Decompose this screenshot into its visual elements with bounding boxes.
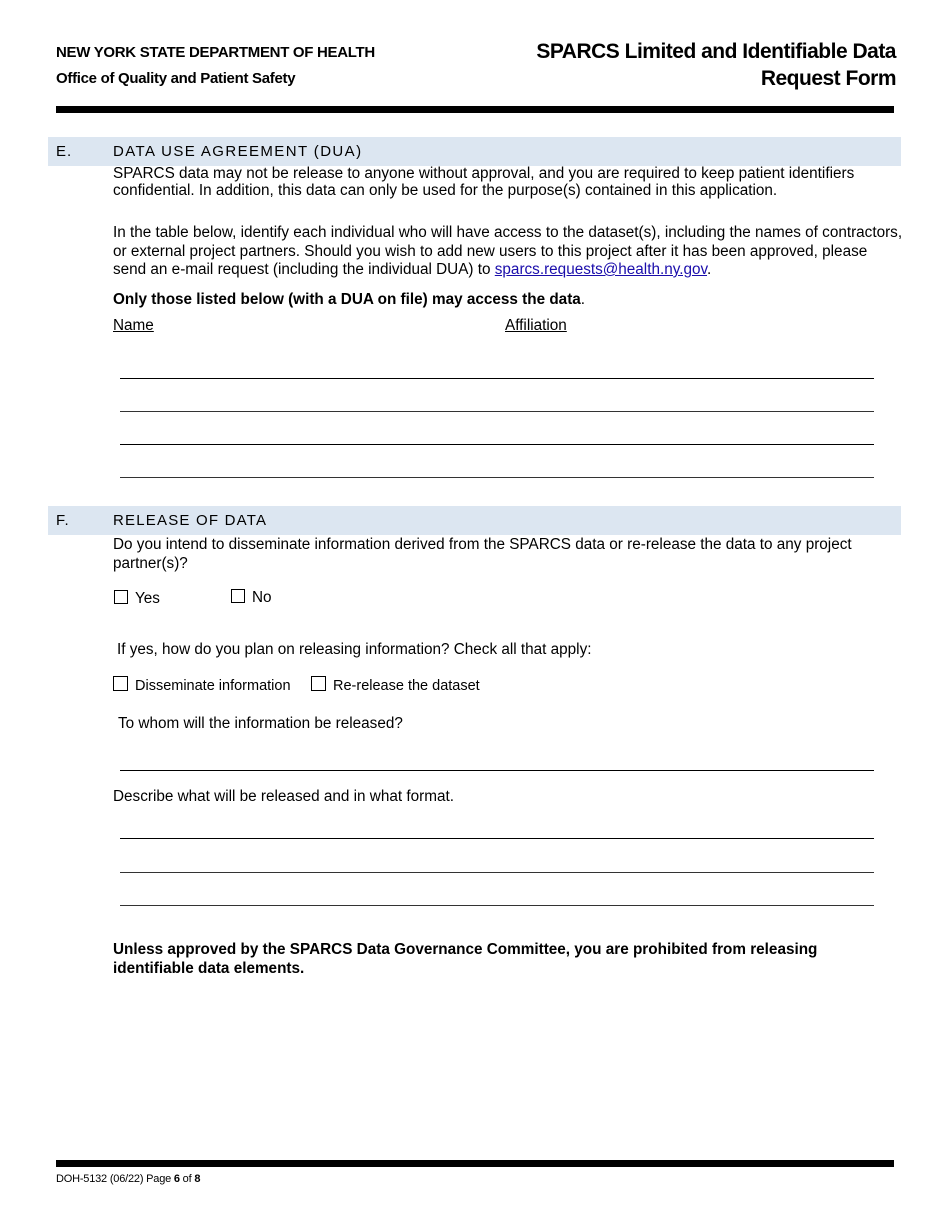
- period-2: .: [580, 291, 586, 308]
- page-total: 8: [194, 1173, 201, 1185]
- email-link[interactable]: sparcs.requests@health.ny.gov: [494, 261, 708, 278]
- section-f-title: RELEASE OF DATA: [113, 512, 268, 529]
- section-e-header: [48, 137, 901, 166]
- page-footer: [56, 1173, 200, 1185]
- disseminate-label: Disseminate information: [135, 678, 291, 694]
- name-affiliation-row-1[interactable]: [120, 378, 874, 379]
- option-disseminate[interactable]: [113, 676, 291, 694]
- office-name: Office of Quality and Patient Safety: [56, 70, 296, 87]
- footer-rule: [56, 1160, 894, 1167]
- name-affiliation-row-2[interactable]: [120, 411, 874, 412]
- to-whom-question: To whom will the information be released?: [118, 715, 403, 732]
- section-f-letter: F.: [56, 512, 70, 529]
- section-f-header: [48, 506, 901, 535]
- page-number: 6: [173, 1173, 180, 1185]
- dua-paragraph-2-text: In the table below, identify each individual who will have access to the dataset(s), including the names of contractors, or external project partners. Should you wish to add new users to this project after it has been approved, please send an e-mail request (including the individual DUA) to: [113, 224, 903, 278]
- form-title: SPARCS Limited and Identifiable Data Request Form: [536, 40, 896, 90]
- dua-paragraph-2: [113, 224, 903, 280]
- column-header-affiliation: Affiliation: [505, 317, 567, 334]
- to-whom-answer-line[interactable]: [120, 770, 874, 771]
- section-e-letter: E.: [56, 143, 73, 160]
- option-rerelease[interactable]: [311, 676, 480, 694]
- release-question: Do you intend to disseminate information derived from the SPARCS data or re-release the data to any project partner(s)?: [113, 536, 852, 572]
- release-warning: Unless approved by the SPARCS Data Governance Committee, you are prohibited from releasing identifiable data elements.: [113, 941, 818, 977]
- option-no[interactable]: [231, 589, 272, 607]
- how-question: If yes, how do you plan on releasing information? Check all that apply:: [117, 641, 592, 658]
- section-e-title: DATA USE AGREEMENT (DUA): [113, 143, 363, 160]
- header-rule: [56, 106, 894, 113]
- describe-answer-line-1[interactable]: [120, 838, 874, 839]
- disseminate-checkbox[interactable]: [113, 676, 128, 691]
- describe-question: Describe what will be released and in what format.: [113, 788, 454, 805]
- yes-checkbox[interactable]: [114, 590, 128, 604]
- dua-notice: [113, 291, 903, 308]
- form-code: DOH-5132 (06/22) Page: [56, 1173, 174, 1185]
- no-checkbox[interactable]: [231, 589, 245, 603]
- no-label: No: [252, 589, 272, 606]
- rerelease-label: Re-release the dataset: [333, 678, 480, 694]
- name-affiliation-row-3[interactable]: [120, 444, 874, 445]
- describe-answer-line-3[interactable]: [120, 905, 874, 906]
- dua-paragraph-1: SPARCS data may not be release to anyone without approval, and you are required to keep patient identifiers confidential. In addition, this data can only be used for the purpose(s) contained in this application.: [113, 165, 855, 199]
- column-header-name: Name: [113, 317, 154, 334]
- option-yes[interactable]: [114, 590, 160, 608]
- rerelease-checkbox[interactable]: [311, 676, 326, 691]
- yes-label: Yes: [135, 590, 160, 607]
- page-of: of: [179, 1173, 195, 1185]
- period: .: [707, 261, 712, 278]
- dua-notice-bold: Only those listed below (with a DUA on file) may access the data: [113, 291, 581, 308]
- describe-answer-line-2[interactable]: [120, 872, 874, 873]
- department-name: NEW YORK STATE DEPARTMENT OF HEALTH: [56, 44, 375, 61]
- name-affiliation-row-4[interactable]: [120, 477, 874, 478]
